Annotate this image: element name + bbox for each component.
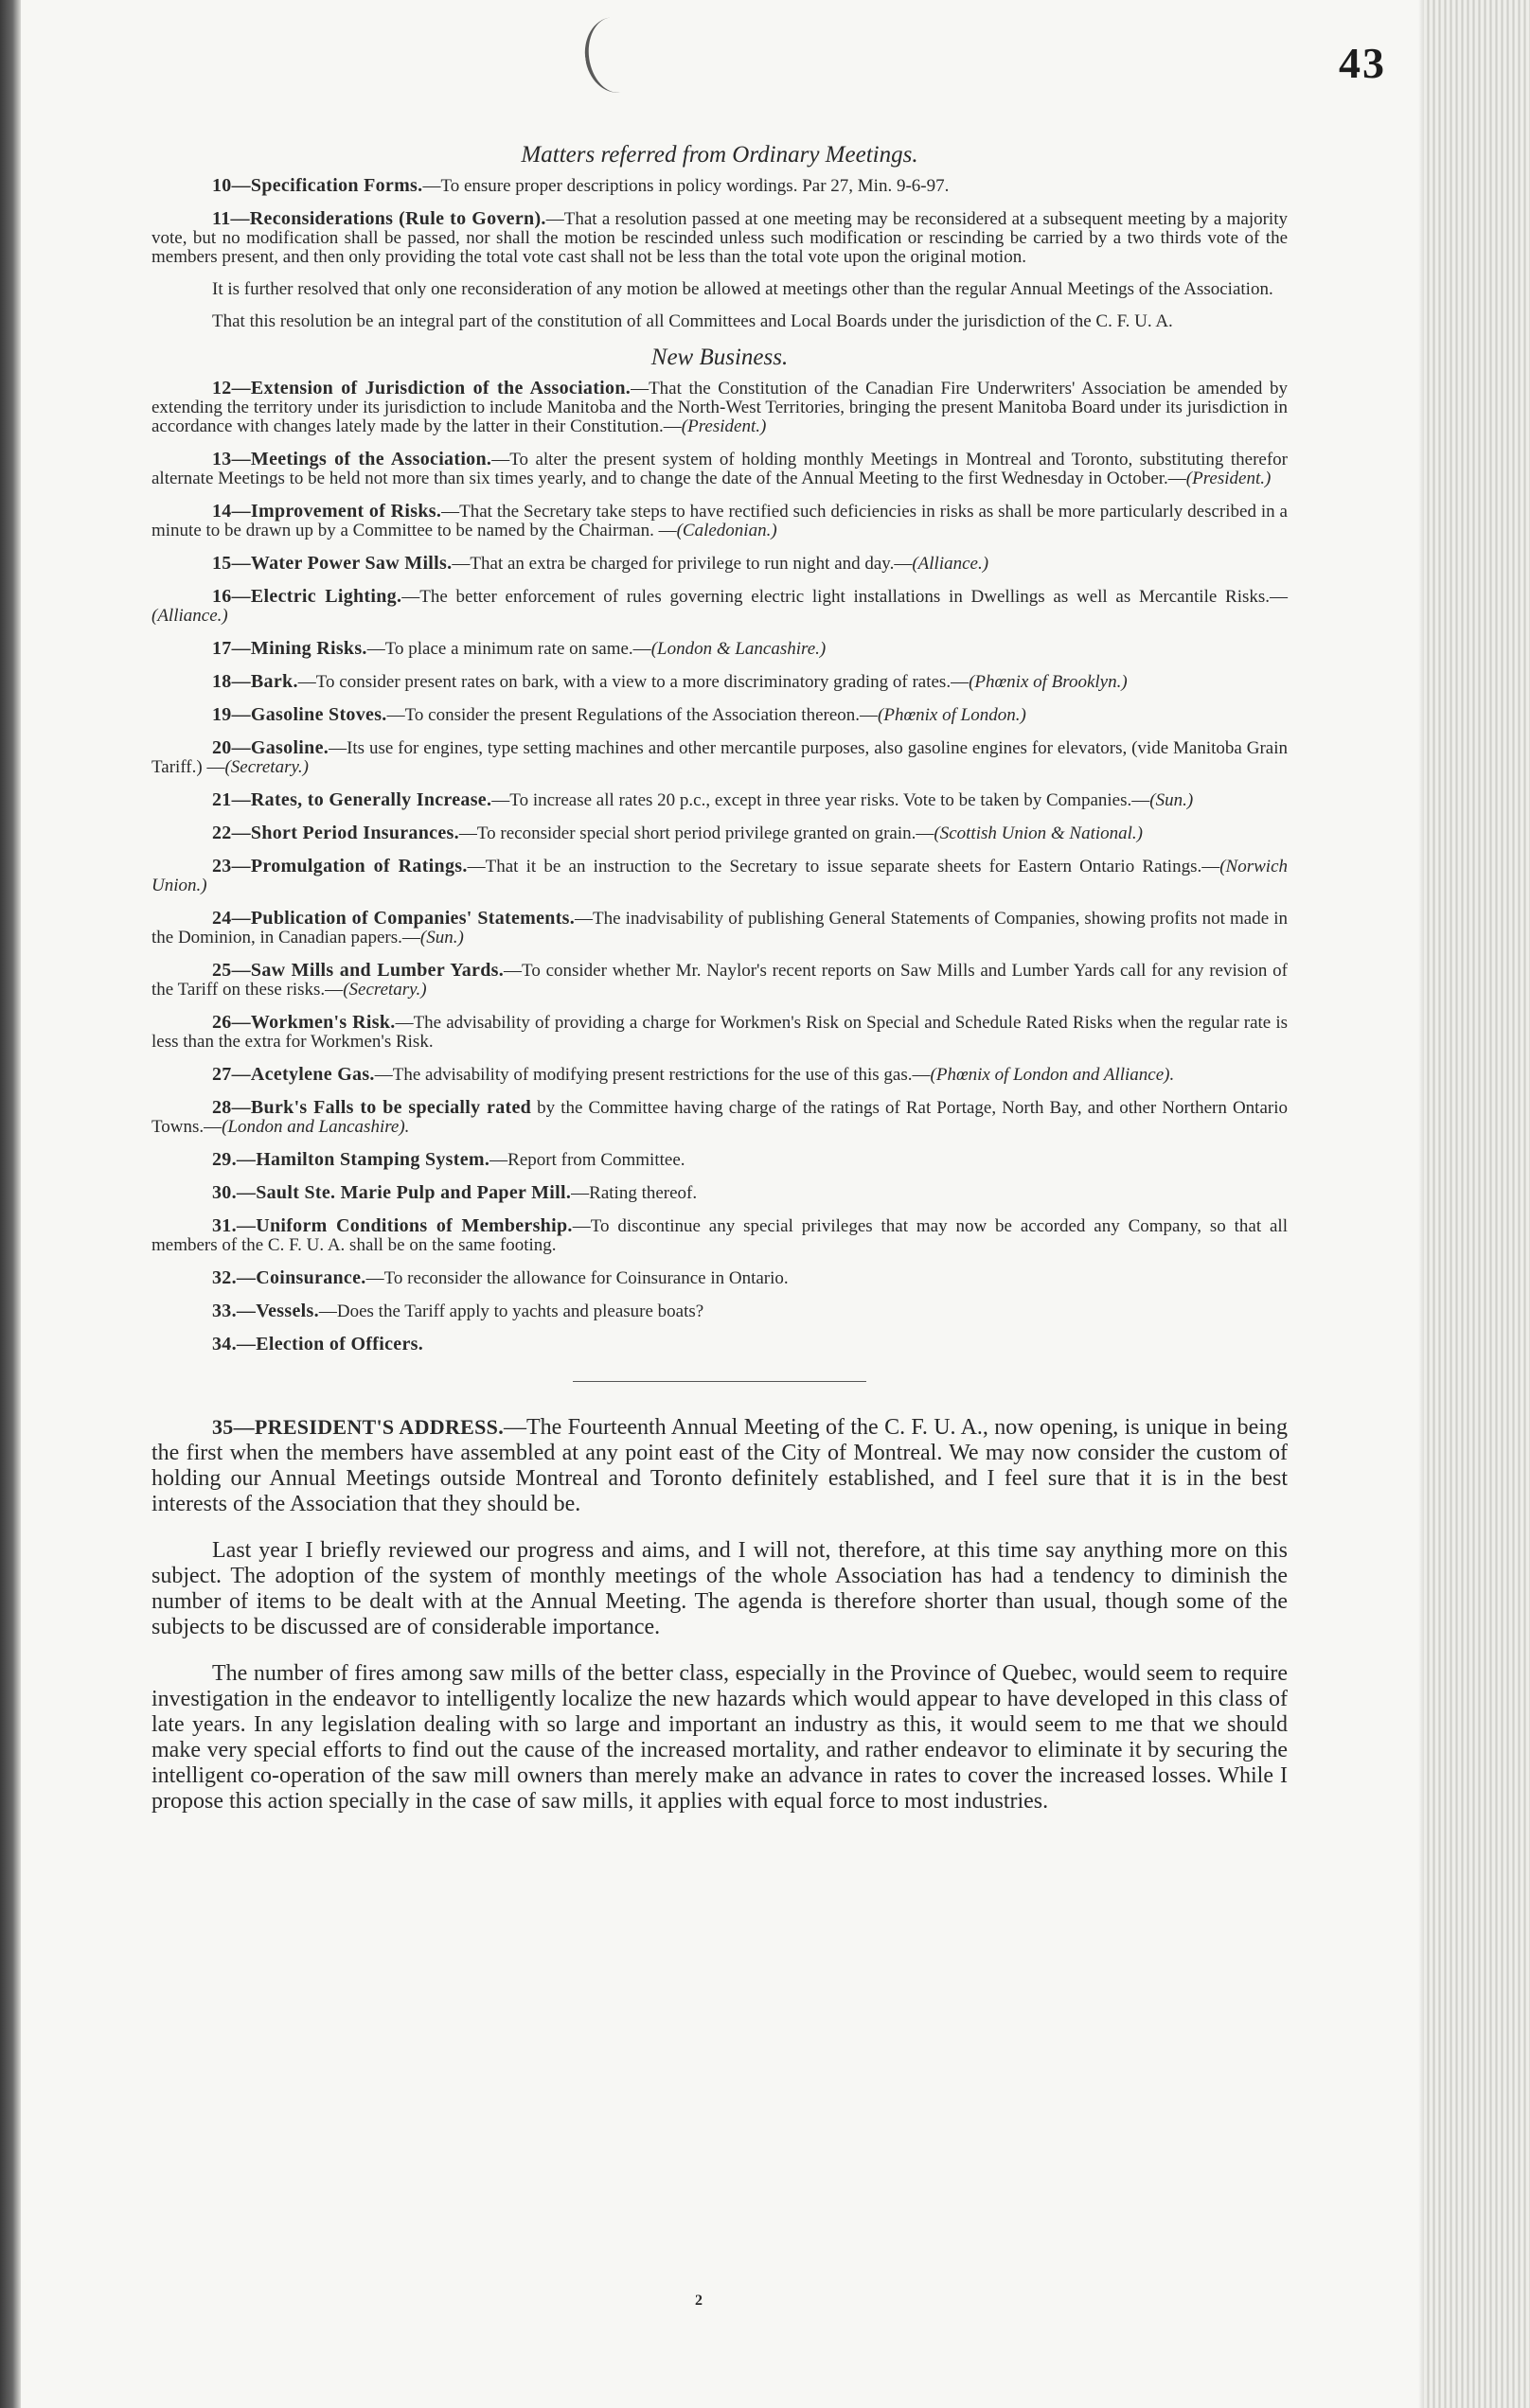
new-business-item: [151, 857, 1288, 895]
item-text: —To consider whether Mr. Naylor's recent reports on Saw Mills and Lumber Yards call for any revision of the Tariff on these risks.—: [151, 961, 1288, 1000]
referred-paragraphs: [151, 280, 1288, 331]
item-title: 16—Electric Lighting.: [212, 586, 402, 607]
item-text: —To place a minimum rate on same.—: [366, 639, 651, 659]
item-text: —The inadvisability of publishing General Statements of Companies, showing profits not made in the Dominion, in Canadian papers.—: [151, 909, 1288, 947]
new-business-item: [151, 705, 1288, 725]
item-title: 14—Improvement of Risks.: [212, 501, 442, 522]
item-source: (Phœnix of London and Alliance).: [930, 1065, 1175, 1085]
item-source: (London & Lancashire.): [650, 639, 827, 659]
item-source: (Secretary.): [343, 980, 427, 1000]
item-text: —To consider present rates on bark, with a view to a more discriminatory grading of rates.—: [297, 672, 970, 692]
footer-page-number: 2: [695, 2293, 703, 2309]
item-source: (Norwich Union.): [151, 857, 1288, 895]
item-title: 30.—Sault Ste. Marie Pulp and Paper Mill.: [212, 1182, 572, 1203]
item-source: (Scottish Union & National.): [934, 823, 1143, 843]
item-title: 31.—Uniform Conditions of Membership.: [212, 1215, 573, 1236]
item-source: (Sun.): [1149, 790, 1194, 810]
item-title: 10—Specification Forms.: [212, 175, 423, 196]
item-title: 23—Promulgation of Ratings.: [212, 856, 468, 876]
item-text: by the Committee having charge of the ratings of Rat Portage, North Bay, and other Northern Ontario Towns.—: [151, 1098, 1288, 1137]
item-text: —Its use for engines, type setting machines and other mercantile purposes, also gasoline engines for elevators, (vide Manitoba Grain Tariff.) —: [151, 738, 1288, 777]
new-business-item: [151, 672, 1288, 692]
item-source: (Secretary.): [224, 757, 309, 777]
item-title: 13—Meetings of the Association.: [212, 449, 492, 469]
item-text: —The advisability of modifying present restrictions for the use of this gas.—: [374, 1065, 931, 1085]
item-text: —To discontinue any special privileges that may now be accorded any Company, so that all members of the C. F. U. A. shall be on the same footing.: [151, 1216, 1288, 1255]
item-title: 25—Saw Mills and Lumber Yards.: [212, 960, 505, 981]
item-text: —To reconsider the allowance for Coinsurance in Ontario.: [365, 1268, 789, 1288]
address-paragraph: [151, 1538, 1288, 1640]
new-business-item: [151, 1216, 1288, 1255]
item-text: —That the Secretary take steps to have rectified such deficiencies in risks as shall be more particularly described in a minute to be drawn up by a Committee to be named by the Chairman. —: [151, 502, 1288, 540]
new-business-item: [151, 738, 1288, 777]
address-text: The number of fires among saw mills of the better class, especially in the Province of Quebec, would seem to require investigation in the endeavor to intelligently localize the new hazards which would appear to have developed in this class of late years. In any legislation dealing with so large and important an industry as this, it would seem to me that we should make very special efforts to find out the cause of the increased mortality, and rather endeavor to eliminate it by securing the intelligent co-operation of the saw mill owners than merely make an advance in rates to cover the increased losses. While I propose this action specially in the case of saw mills, it applies with equal force to most industries.: [151, 1661, 1288, 1814]
item-text: —To alter the present system of holding monthly Meetings in Montreal and Toronto, substituting therefor alternate Meetings to be held not more than six times yearly, and to change the date of the Annual Meeting to the first Wednesday in October.—: [151, 450, 1288, 488]
item-title: 34.—Election of Officers.: [212, 1334, 423, 1354]
new-business-item: [151, 823, 1288, 843]
referred-item: [151, 209, 1288, 267]
item-text: —Rating thereof.: [571, 1183, 698, 1203]
item-title: 18—Bark.: [212, 671, 298, 692]
item-source: (London and Lancashire).: [222, 1117, 410, 1137]
item-text: —The better enforcement of rules governing electric light installations in Dwellings as well as Mercantile Risks.—: [401, 587, 1289, 607]
item-title: 21—Rates, to Generally Increase.: [212, 789, 492, 810]
page-number: 43: [1339, 39, 1386, 87]
item-text: —That an extra be charged for privilege to run night and day.—: [452, 554, 913, 574]
new-business-item: [151, 1150, 1288, 1170]
item-text: —To increase all rates 20 p.c., except in three year risks. Vote to be taken by Companies.—: [491, 790, 1150, 810]
item-text: —The advisability of providing a charge for Workmen's Risk on Special and Schedule Rated Risks when the regular rate is less than the extra for Workmen's Risk.: [151, 1013, 1288, 1052]
item-text: —Report from Committee.: [489, 1150, 685, 1170]
item-text: —That it be an instruction to the Secretary to issue separate sheets for Eastern Ontario Ratings.—: [467, 857, 1220, 876]
new-business-item: [151, 379, 1288, 436]
address-paragraph: [151, 1661, 1288, 1815]
item-source: (Alliance.): [151, 606, 228, 626]
new-business-item: [151, 1065, 1288, 1085]
section-divider: [573, 1381, 866, 1382]
item-text: —To reconsider special short period privilege granted on grain.—: [458, 823, 934, 843]
new-business-item: [151, 909, 1288, 947]
new-business-item: [151, 554, 1288, 574]
new-business-item: [151, 961, 1288, 1000]
page-binding: [0, 0, 21, 2408]
item-title: 32.—Coinsurance.: [212, 1267, 366, 1288]
new-business-item: [151, 790, 1288, 810]
item-title: 20—Gasoline.: [212, 737, 329, 758]
referred-item: [151, 176, 1288, 196]
item-title: 29.—Hamilton Stamping System.: [212, 1149, 490, 1170]
referred-heading: Matters referred from Ordinary Meetings.: [521, 142, 918, 168]
item-title: 11—Reconsiderations (Rule to Govern).: [212, 208, 546, 229]
referred-items: [151, 176, 1288, 267]
item-title: 26—Workmen's Risk.: [212, 1012, 396, 1033]
item-source: (Phœnix of London.): [878, 705, 1026, 725]
new-business-item: [151, 502, 1288, 540]
address-paragraph: [151, 1414, 1288, 1517]
new-business-items: [151, 379, 1288, 1354]
address-text: Last year I briefly reviewed our progress and aims, and I will not, therefore, at this time say anything more on this subject. The adoption of the system of monthly meetings of the whole Association has had a tendency to diminish the number of items to be dealt with at the Annual Meeting. The agenda is therefore shorter than usual, though some of the subjects to be discussed are of considerable importance.: [151, 1538, 1288, 1639]
presidents-address: [151, 1414, 1288, 1815]
page-stack-edge: [1424, 0, 1530, 2408]
new-business-item: [151, 1268, 1288, 1288]
resolution-paragraph: It is further resolved that only one reconsideration of any motion be allowed at meetings other than the regular Annual Meetings of the Association.: [212, 279, 1273, 299]
item-title: 22—Short Period Insurances.: [212, 823, 459, 843]
new-business-item: [151, 1183, 1288, 1203]
item-text: —To consider the present Regulations of the Association thereon.—: [386, 705, 879, 725]
new-business-item: [151, 639, 1288, 659]
page-content: [151, 142, 1288, 1835]
item-text: —Does the Tariff apply to yachts and pleasure boats?: [318, 1301, 704, 1321]
new-business-item: [151, 1013, 1288, 1052]
new-business-item: [151, 587, 1288, 626]
handwritten-mark: [580, 13, 651, 97]
new-business-item: [151, 1301, 1288, 1321]
item-title: 17—Mining Risks.: [212, 638, 367, 659]
item-text: —To ensure proper descriptions in policy wordings. Par 27, Min. 9-6-97.: [422, 176, 950, 196]
item-title: 15—Water Power Saw Mills.: [212, 553, 453, 574]
address-title: 35—PRESIDENT'S ADDRESS.: [212, 1415, 505, 1439]
item-title: 27—Acetylene Gas.: [212, 1064, 375, 1085]
item-text: —That the Constitution of the Canadian Fire Underwriters' Association be amended by extending the territory under its jurisdiction to include Manitoba and the North-West Territories, bringing the present Manitoba Board under its jurisdiction in accordance with changes lately made by the latter in their Constitution.—: [151, 379, 1288, 436]
new-business-item: [151, 1335, 1288, 1354]
resolution-paragraph: That this resolution be an integral part of the constitution of all Committees and Local Boards under the jurisdiction of the C. F. U. A.: [212, 311, 1173, 331]
item-source: (Phœnix of Brooklyn.): [969, 672, 1128, 692]
item-source: (President.): [1185, 469, 1272, 488]
item-title: 33.—Vessels.: [212, 1301, 319, 1321]
item-title: 24—Publication of Companies' Statements.: [212, 908, 576, 929]
new-business-item: [151, 450, 1288, 488]
item-title: 19—Gasoline Stoves.: [212, 704, 387, 725]
item-title: 12—Extension of Jurisdiction of the Association.: [212, 378, 632, 398]
item-source: (Alliance.): [912, 554, 989, 574]
item-source: (President.): [681, 416, 767, 436]
item-source: (Sun.): [419, 928, 464, 947]
item-source: (Caledonian.): [676, 521, 777, 540]
item-title: 28—Burk's Falls to be specially rated: [212, 1097, 532, 1118]
new-business-heading: New Business.: [650, 345, 789, 370]
item-text: —That a resolution passed at one meeting may be reconsidered at a subsequent meeting by a majority vote, but no modification shall be passed, nor shall the motion be rescinded unless such modification or rescinding be carried by a two thirds vote of the members present, and then only providing the total vote cast shall not be less than the total vote upon the original motion.: [151, 209, 1288, 267]
address-text: —The Fourteenth Annual Meeting of the C. F. U. A., now opening, is unique in being the first when the members have assembled at any point east of the City of Montreal. We may now consider the custom of holding our Annual Meetings outside Montreal and Toronto definitely established, and I feel sure that it is in the best interests of the Association that they should be.: [151, 1415, 1289, 1516]
new-business-item: [151, 1098, 1288, 1137]
